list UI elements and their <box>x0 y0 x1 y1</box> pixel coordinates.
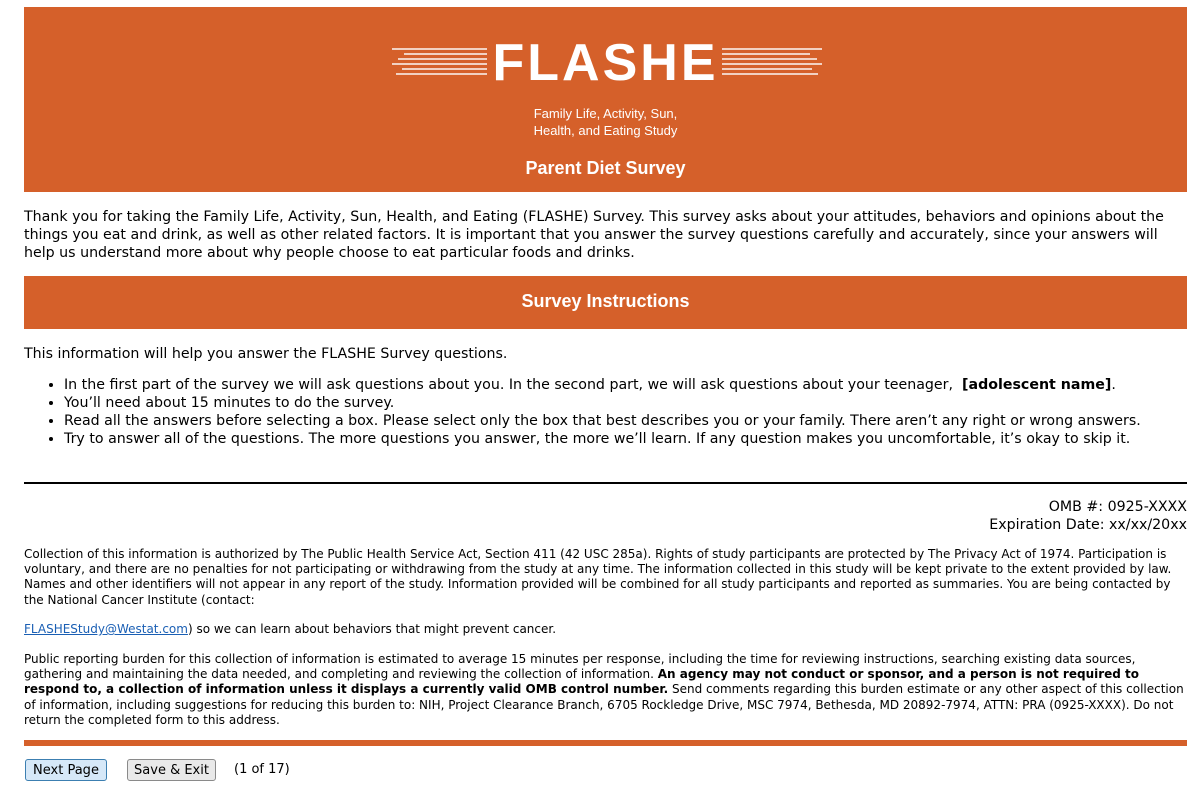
tagline-line-2: Health, and Eating Study <box>533 123 678 138</box>
burden-text: Public reporting burden for this collection of information is estimated to average 15 minutes per response, including the time for reviewing instructions, searching existing data sources, gathering and maintaining the data needed, and completing and reviewing the collection of information. <box>24 652 1136 682</box>
omb-info <box>989 498 1187 534</box>
list-item: • Try to answer all of the questions. The more questions you answer, the more we’ll learn. If any question makes you uncomfortable, it’s okay to skip it. <box>64 430 1200 448</box>
bullet-1-text: In the first part of the survey we will ask questions about you. In the second part, we will ask questions about your teenager, <box>64 377 953 393</box>
list-item: • You’ll need about 15 minutes to do the survey. <box>64 394 1200 412</box>
footer-divider <box>24 740 1187 746</box>
instructions-banner <box>24 276 1187 329</box>
omb-notice-bold: An agency may not conduct or sponsor, and a person is not required to respond to, a collection of information unless it displays a currently valid OMB control number. <box>24 667 1140 697</box>
legal-paragraph-2-text: ) so we can learn about behaviors that might prevent cancer. <box>187 622 557 636</box>
burden-comments-text: Send comments regarding this burden estimate or any other aspect of this collection of information, including suggestions for reducing this burden to: NIH, Project Clearance Branch, 6705 Rockledge Drive, MSC 7974, Bethesda, MD 20892-7974, ATTN: PRA (0925-XXXX). Do not return the completed form to this address. <box>24 682 1184 727</box>
logo-tagline <box>24 105 1187 139</box>
legal-paragraph-1: Collection of this information is authorized by The Public Health Service Act, Section 411 (42 USC 285a). Rights of study participants are protected by The Privacy Act of 1974. Participation is voluntary, and there are no penalties for not participating or withdrawing from the study at any time. The information collected in this study will be kept private to the extent provided by law. Names and other identifiers will not appear in any report of the study. Information provided will be combined for all study participants and reported as summaries. You are being contacted by the National Cancer Institute (contact: <box>24 547 1172 607</box>
page-title: Parent Diet Survey <box>525 158 686 178</box>
save-exit-button[interactable]: Save & Exit <box>127 759 216 781</box>
survey-header-banner <box>24 7 1187 192</box>
bullet-1-end: . <box>1111 377 1116 393</box>
page-counter: (1 of 17) <box>234 762 290 777</box>
flashe-logo <box>24 34 1187 103</box>
list-item: • Read all the answers before selecting a box. Please select only the box that best describes you or your family. There aren’t any right or wrong answers. <box>64 412 1200 430</box>
omb-number: OMB #: 0925-XXXX <box>1048 499 1187 515</box>
instructions-lead: This information will help you answer the FLASHE Survey questions. <box>24 346 508 362</box>
adolescent-name-placeholder: [adolescent name] <box>962 377 1112 393</box>
omb-expiration: Expiration Date: xx/xx/20xx <box>989 517 1187 533</box>
divider <box>24 482 1187 484</box>
logo-text: FLASHE <box>492 34 719 92</box>
next-page-button[interactable]: Next Page <box>25 759 107 781</box>
legal-paragraph-2 <box>24 622 1188 637</box>
intro-paragraph: Thank you for taking the Family Life, Activity, Sun, Health, and Eating (FLASHE) Survey. This survey asks about your attitudes, behaviors and opinions about the things you eat and drink, as well as other related factors. It is important that you answer the survey questions carefully and accurately, since your answers will help us understand more about why people choose to eat particular foods and drinks. <box>24 209 1164 261</box>
list-item <box>64 376 1200 394</box>
tagline-line-1: Family Life, Activity, Sun, <box>533 106 678 121</box>
instructions-list <box>44 376 1200 448</box>
contact-email-link[interactable]: FLASHEStudy@Westat.com <box>24 622 188 636</box>
legal-paragraph-3 <box>24 652 1188 728</box>
instructions-title: Survey Instructions <box>521 291 690 311</box>
